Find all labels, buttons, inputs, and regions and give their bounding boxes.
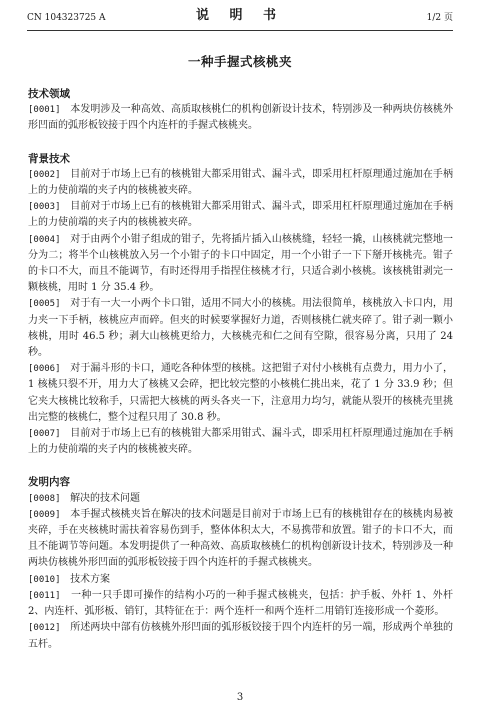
paragraph-number: [0006] [28,364,61,375]
patent-number: CN 104323725 A [27,13,106,23]
paragraph-text: 对于由两个小钳子组成的钳子，先将插片插入山核桃缝，轻轻一撬，山核桃就完整地一分为二；将半个山核桃放入另一个小钳子的卡口中固定，用一个小钳子一下下掰开核桃壳。钳子的卡口不大，而且不能调节，有时还得用手指捏住核桃才行，只适合剥小核桃。该核桃钳剥完一颗核桃，用时 1 分 35.4 秒。 [28,233,453,294]
paragraph-text: 一种一只手即可操作的结构小巧的一种手握式核桃夹，包括：护手板、外杆 1、外杆 2、内连杆、弧形板、销钉，其特征在于：两个连杆一和两个连杆二用销钉连接形成一个菱形。 [28,589,453,618]
paragraph [28,296,453,361]
paragraph-text: 本手握式核桃夹旨在解决的技术问题是目前对于市场上已有的核桃钳存在的核桃肉易被夹碎，手在夹核桃时需扶着容易伤到手，整体体积太大，不易携带和放置。钳子的卡口不大，而且不能调节等问题。本发明提供了一种高效、高质取核桃仁的机构创新设计技术，特别涉及一种两块仿核桃外形凹面的弧形板铰接于四个内连杆的手握式核桃夹。 [28,508,453,569]
document-body [28,86,453,653]
paragraph [28,572,453,588]
paragraph-text: 目前对于市场上已有的核桃钳大都采用钳式、漏斗式，即采用杠杆原理通过施加在手柄上的力使前端的夹子内的核桃被夹碎。 [28,201,453,229]
paragraph-text: 对于漏斗形的卡口，通吃各种体型的核桃。这把钳子对付小核桃有点费力，用力小了，1 核桃只裂不开，用力大了核桃又会碎，把比较完整的小核桃仁挑出来，花了 1 分 33.9 秒；但它夹大核桃比较称手，只需把大核桃的两头各夹一下，注意用力均匀，就能从裂开的核桃壳里挑出完整的核桃仁，整个过程只用了 30.8 秒。 [28,363,453,423]
page-number: 3 [236,692,244,703]
paragraph [28,507,453,572]
section-heading: 发明内容 [28,476,70,489]
paragraph [28,361,453,426]
paragraph [28,232,453,297]
section-heading: 背景技术 [28,152,70,165]
paragraph [28,167,453,199]
paragraph-text: 所述两块中部有仿核桃外形凹面的弧形板铰接于四个内连杆的另一端，形成两个单独的五杆。 [28,622,453,650]
paragraph [28,620,453,652]
document-type: 说 明 书 [195,8,285,23]
paragraph-number: [0007] [28,429,61,440]
paragraph-text: 解决的技术问题 [70,492,141,504]
paragraph-text: 本发明涉及一种高效、高质取核桃仁的机构创新设计技术，特别涉及一种两块仿核桃外形凹面的弧形板铰接于四个内连杆的手握式核桃夹。 [28,104,453,132]
header-rule [27,30,453,31]
page-info: 1/2 页 [426,13,453,23]
paragraph-number: [0010] [28,574,61,585]
paragraph-number: [0001] [28,105,61,116]
section-heading: 技术领域 [28,88,70,100]
paragraph [28,588,453,620]
paragraph [28,491,453,507]
paragraph-number: [0008] [28,493,61,504]
paragraph-number: [0011] [28,590,61,601]
paragraph-number: [0004] [28,234,61,245]
paragraph [28,426,453,458]
document-title: 一种手握式核桃夹 [187,54,292,69]
paragraph [28,102,453,134]
paragraph-number: [0009] [28,509,61,520]
paragraph-text: 目前对于市场上已有的核桃钳大都采用钳式、漏斗式，即采用杠杆原理通过施加在手柄上的力使前端的夹子内的核桃被夹碎。 [28,428,453,456]
paragraph-text: 对于有一大一小两个卡口钳，适用不同大小的核桃。用法很简单，核桃放入卡口内，用力夹一下手柄，核桃应声而碎。但夹的时候要掌握好力道，否则核桃仁就夹碎了。钳子剥一颗小核桃，用时 46.5 秒；剥大山核桃更给力，大核桃壳和仁之间有空隙，很容易分离，只用了 24 秒。 [28,298,453,359]
paragraph-text: 目前对于市场上已有的核桃钳大都采用钳式、漏斗式，即采用杠杆原理通过施加在手柄上的力使前端的夹子内的核桃被夹碎。 [28,168,453,197]
paragraph-text: 技术方案 [70,573,111,585]
paragraph-number: [0002] [28,169,61,180]
paragraph [28,199,453,231]
paragraph-number: [0012] [28,623,61,634]
paragraph-number: [0003] [28,202,61,213]
paragraph-number: [0005] [28,299,61,310]
